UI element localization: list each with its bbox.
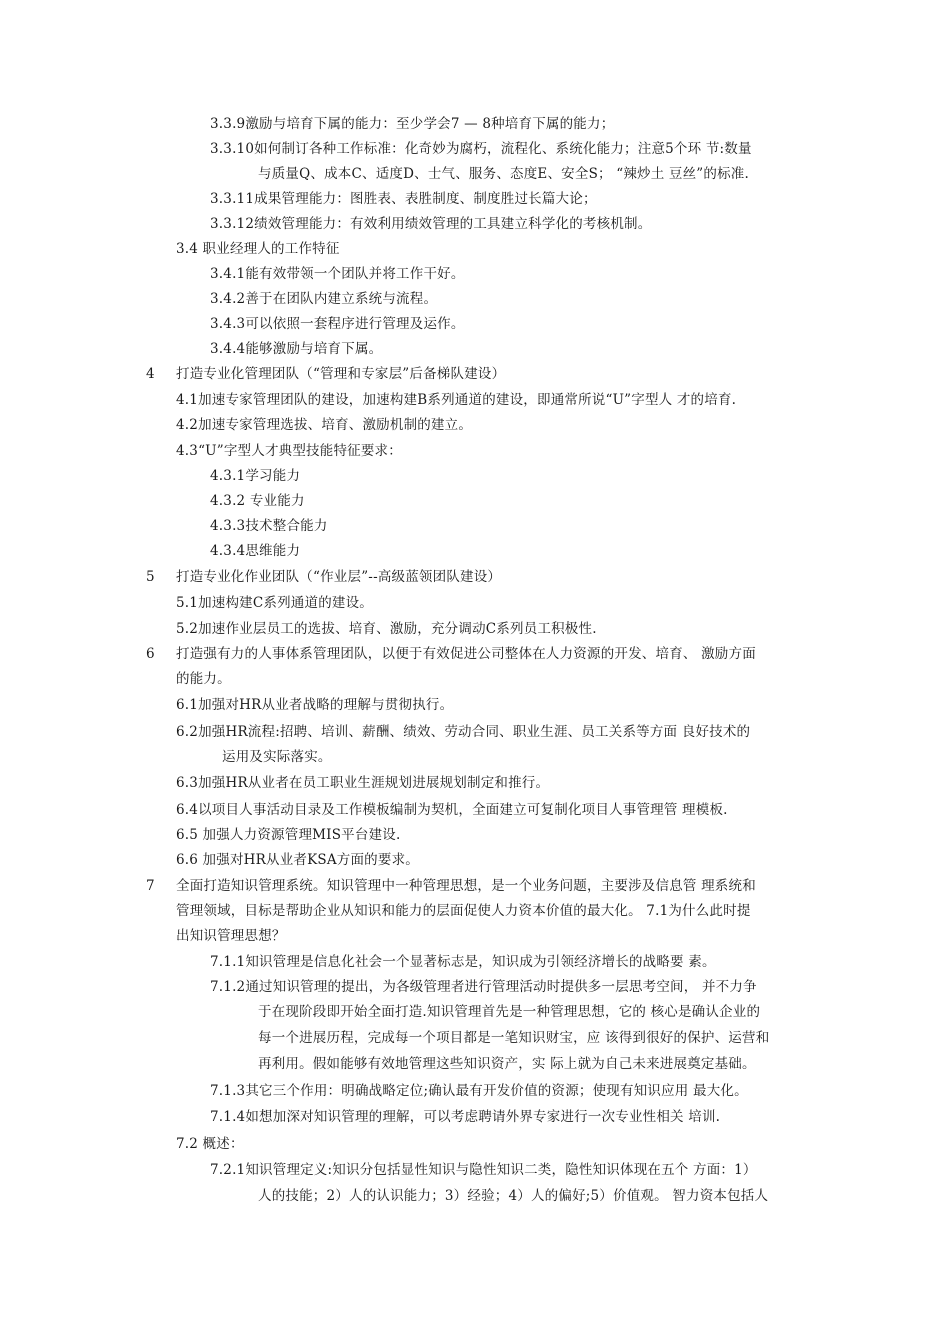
text-line-4-3-3: 4.3.3技术整合能力 (210, 518, 328, 534)
text-line-7-1-3: 7.1.3其它三个作用：明确战略定位;确认最有开发价值的资源；使现有知识应用 最大化。 (210, 1083, 748, 1099)
text-line-3-4-2: 3.4.2善于在团队内建立系统与流程。 (210, 291, 438, 307)
text-line-3-3-11: 3.3.11成果管理能力：图胜表、表胜制度、制度胜过长篇大论； (210, 191, 597, 207)
text-line-6-2: 6.2加强HR流程:招聘、培训、薪酬、绩效、劳动合同、职业生涯、员工关系等方面 良好技术的 (176, 724, 751, 740)
text-line-3-3-10: 3.3.10如何制订各种工作标准：化奇妙为腐朽，流程化、系统化能力；注意5个环 节:数量 (210, 141, 752, 157)
text-line-6-6: 6.6 加强对HR从业者KSA方面的要求。 (176, 852, 419, 868)
text-line-4-1: 4.1加速专家管理团队的建设，加速构建B系列通道的建设，即通常所说“U”字型人 才的培育. (176, 392, 737, 408)
text-line-3-3-12: 3.3.12绩效管理能力：有效利用绩效管理的工具建立科学化的考核机制。 (210, 216, 652, 232)
text-line-5-2: 5.2加速作业层员工的选拔、培育、激励，充分调动C系列员工积极性. (176, 621, 597, 637)
text-line-6-4: 6.4以项目人事活动目录及工作模板编制为契机，全面建立可复制化项目人事管理管 理模板. (176, 802, 728, 818)
text-line-6-3: 6.3加强HR从业者在员工职业生涯规划进展规划制定和推行。 (176, 775, 550, 791)
text-line-4-3-2: 4.3.2 专业能力 (210, 493, 305, 509)
text-line-6-1: 6.1加强对HR从业者战略的理解与贯彻执行。 (176, 697, 454, 713)
text-line-7-1-2-cont-2: 每一个进展历程，完成每一个项目都是一笔知识财宝，应 该得到很好的保护、运营和 (258, 1030, 770, 1046)
text-line-3-3-10-cont: 与质量Q、成本C、适度D、士气、服务、态度E、安全S； “辣炒土 豆丝”的标准. (258, 166, 749, 182)
text-line-7-2-1: 7.2.1知识管理定义:知识分包括显性知识与隐性知识二类，隐性知识体现在五个 方面：1） (210, 1162, 757, 1178)
text-line-7-1-2-cont-1: 于在现阶段即开始全面打造.知识管理首先是一种管理思想，它的 核心是确认企业的 (258, 1004, 761, 1020)
heading-5: 打造专业化作业团队（“作业层”--高级蓝领团队建设） (176, 569, 502, 585)
heading-4: 打造专业化管理团队（“管理和专家层”后备梯队建设） (176, 366, 506, 382)
heading-7-cont-2: 出知识管理思想？ (176, 928, 286, 944)
section-number-7: 7 (146, 878, 155, 894)
heading-6: 打造强有力的人事体系管理团队，以便于有效促进公司整体在人力资源的开发、培育、 激励方面 (176, 646, 756, 662)
heading-7: 全面打造知识管理系统。知识管理中一种管理思想，是一个业务问题，主要涉及信息管 理系统和 (176, 878, 756, 894)
heading-7-cont-1: 管理领域，目标是帮助企业从知识和能力的层面促使人力资本价值的最大化。 7.1为什么此时提 (176, 903, 751, 919)
text-line-7-1-2: 7.1.2通过知识管理的提出，为各级管理者进行管理活动时提供多一层思考空间， 并不力争 (210, 979, 757, 995)
section-number-5: 5 (146, 569, 155, 585)
text-line-3-3-9: 3.3.9激励与培育下属的能力：至少学会7 — 8种培育下属的能力； (210, 116, 615, 132)
text-line-7-1-4: 7.1.4如想加深对知识管理的理解，可以考虑聘请外界专家进行一次专业性相关 培训. (210, 1109, 721, 1125)
text-line-7-1-2-cont-3: 再利用。假如能够有效地管理这些知识资产，实 际上就为自己未来进展奠定基础。 (258, 1056, 756, 1072)
heading-7-2: 7.2 概述： (176, 1136, 244, 1152)
text-line-4-3-4: 4.3.4思维能力 (210, 543, 301, 559)
text-line-3-4-4: 3.4.4能够激励与培育下属。 (210, 341, 383, 357)
section-number-4: 4 (146, 366, 155, 382)
text-line-7-2-1-cont: 人的技能；2）人的认识能力；3）经验；4）人的偏好;5）价值观。 智力资本包括人 (258, 1188, 769, 1204)
text-line-3-4-1: 3.4.1能有效带领一个团队并将工作干好。 (210, 266, 465, 282)
text-line-7-1-1: 7.1.1知识管理是信息化社会一个显著标志是，知识成为引领经济增长的战略要 素。 (210, 954, 716, 970)
text-line-6-5: 6.5 加强人力资源管理MIS平台建设. (176, 827, 401, 843)
text-line-5-1: 5.1加速构建C系列通道的建设。 (176, 595, 373, 611)
text-line-6-2-cont: 运用及实际落实。 (222, 749, 332, 765)
heading-3-4: 3.4 职业经理人的工作特征 (176, 241, 340, 257)
text-line-4-2: 4.2加速专家管理选拔、培育、激励机制的建立。 (176, 417, 473, 433)
section-number-6: 6 (146, 646, 155, 662)
text-line-4-3: 4.3“U”字型人才典型技能特征要求： (176, 443, 402, 459)
heading-6-cont: 的能力。 (176, 671, 231, 687)
text-line-3-4-3: 3.4.3可以依照一套程序进行管理及运作。 (210, 316, 465, 332)
text-line-4-3-1: 4.3.1学习能力 (210, 468, 301, 484)
